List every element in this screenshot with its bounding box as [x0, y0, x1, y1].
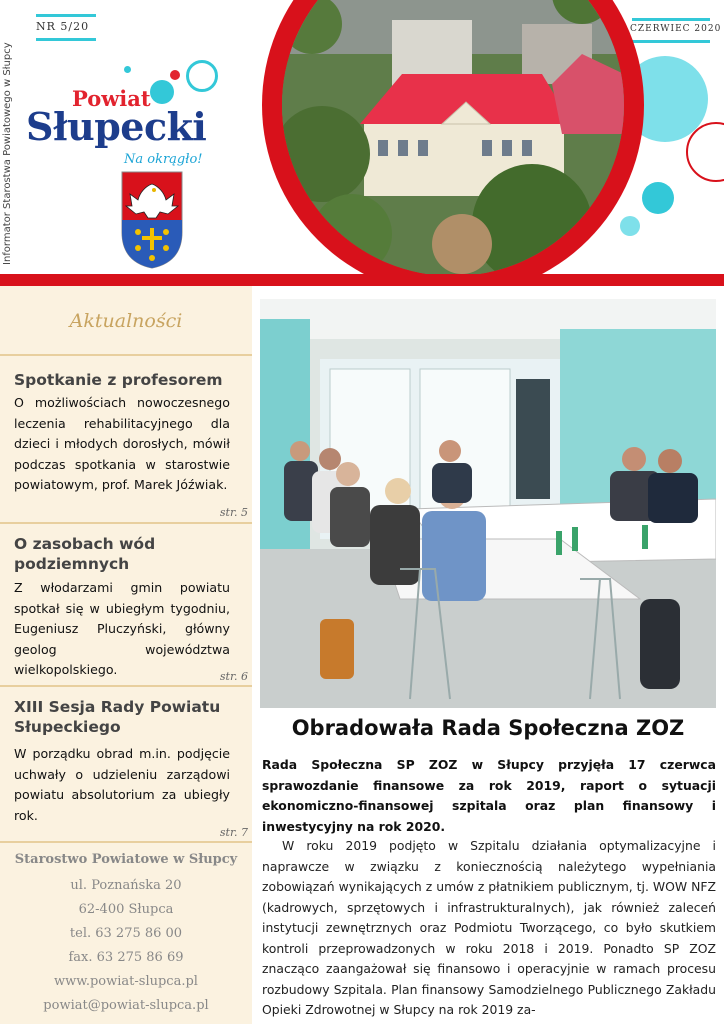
vertical-caption: Informator Starostwa Powiatowego w Słupcy	[2, 42, 13, 265]
aerial-photo-frame	[262, 0, 644, 286]
article-summary: O możliwościach nowoczesnego leczenia rehabilitacyjnego dla dzieci i młodych dorosłych, mówił podczas spotkania w starostwie powiatowym, prof. Marek Jóźwiak.	[14, 395, 230, 492]
date-line-bottom	[632, 40, 710, 43]
article-title[interactable]: O zasobach wód podziemnych	[14, 535, 156, 573]
sidebar-heading: Aktualności	[69, 310, 183, 332]
contact-city: 62-400 Słupca	[78, 902, 174, 917]
deco-dot	[150, 80, 174, 104]
article-page-ref[interactable]: str. 7	[219, 826, 248, 839]
article-page-ref[interactable]: str. 6	[219, 670, 248, 683]
article-body: W roku 2019 podjęto w Szpitalu działania optymalizacyjne i naprawcze w związku z koniecznością należytego wypełniania zobowiązań wynikających z umów z płatnikiem publicznym, tj. WOW NFZ (kadrowych, sprzętowych i infrastrukturalnych), jak również zaleceń instytucji zewnętrznych oraz Podmiotu Tworzącego, co było skutkiem kontroli przeprowadzonych w roku 2018 i 2019. Ponadto SP ZOZ znacząco zaangażował się finansowo i operacyjnie w ramach procesu rozbudowy Szpitala. Plan finansowy Samodzielnego Publicznego Zakładu Opieki Zdrowotnej w Słupcy na rok 2019 za-	[262, 838, 716, 1017]
issue-line-top	[36, 14, 96, 17]
article-title[interactable]: Spotkanie z profesorem	[14, 371, 223, 389]
article-summary: W porządku obrad m.in. podjęcie uchwały o udzieleniu zarządowi powiatu absolutorium za ubiegły rok.	[14, 746, 230, 823]
coat-of-arms-eagle-icon	[120, 170, 184, 270]
issue-line-bottom	[36, 38, 96, 41]
masthead	[0, 0, 724, 286]
contact-tel: tel. 63 275 86 00	[69, 926, 183, 941]
divider	[0, 354, 252, 356]
article-title[interactable]: XIII Sesja Rady Powiatu Słupeckiego	[14, 698, 221, 736]
article-headline: Obradowała Rada Społeczna ZOZ	[291, 716, 685, 740]
article-page-ref[interactable]: str. 5	[219, 506, 248, 519]
deco-dot	[170, 70, 180, 80]
logo-tagline: Na okrągło!	[124, 152, 203, 167]
contact-fax: fax. 63 275 86 69	[68, 950, 184, 965]
logo-powiat: Powiat	[72, 86, 151, 111]
logo-slupecki: Słupecki	[26, 104, 207, 149]
divider	[0, 685, 252, 687]
article-summary: Z włodarzami gmin powiatu spotkał się w ubiegłym tygodniu, Eugeniusz Pluczyński, główny geolog województwa wielkopolskiego.	[14, 580, 230, 677]
contact-street: ul. Poznańska 20	[70, 878, 182, 893]
deco-ring	[186, 60, 218, 92]
contact-email[interactable]: powiat@powiat-slupca.pl	[43, 998, 209, 1013]
deco-dot	[620, 216, 640, 236]
article-lead: Rada Społeczna SP ZOZ w Słupcy przyjęła 17 czerwca sprawozdanie finansowe za rok 2019, raport o sytuacji ekonomiczno-finansowej szpitala oraz plan finansowy i inwestycyjny na rok 2020.	[262, 757, 716, 834]
header-red-band	[0, 274, 724, 286]
issue-date: CZERWIEC 2020	[630, 24, 722, 34]
issue-number: NR 5/20	[36, 20, 90, 33]
contact-website[interactable]: www.powiat-slupca.pl	[54, 974, 198, 989]
deco-dot	[642, 182, 674, 214]
divider	[0, 522, 252, 524]
divider	[0, 841, 252, 843]
news-sidebar	[0, 286, 252, 1024]
date-line-top	[632, 18, 710, 21]
deco-dot	[124, 66, 131, 73]
contact-name: Starostwo Powiatowe w Słupcy	[14, 852, 238, 867]
meeting-room-photo-icon	[260, 299, 716, 708]
building-aerial-photo-icon	[282, 0, 624, 276]
